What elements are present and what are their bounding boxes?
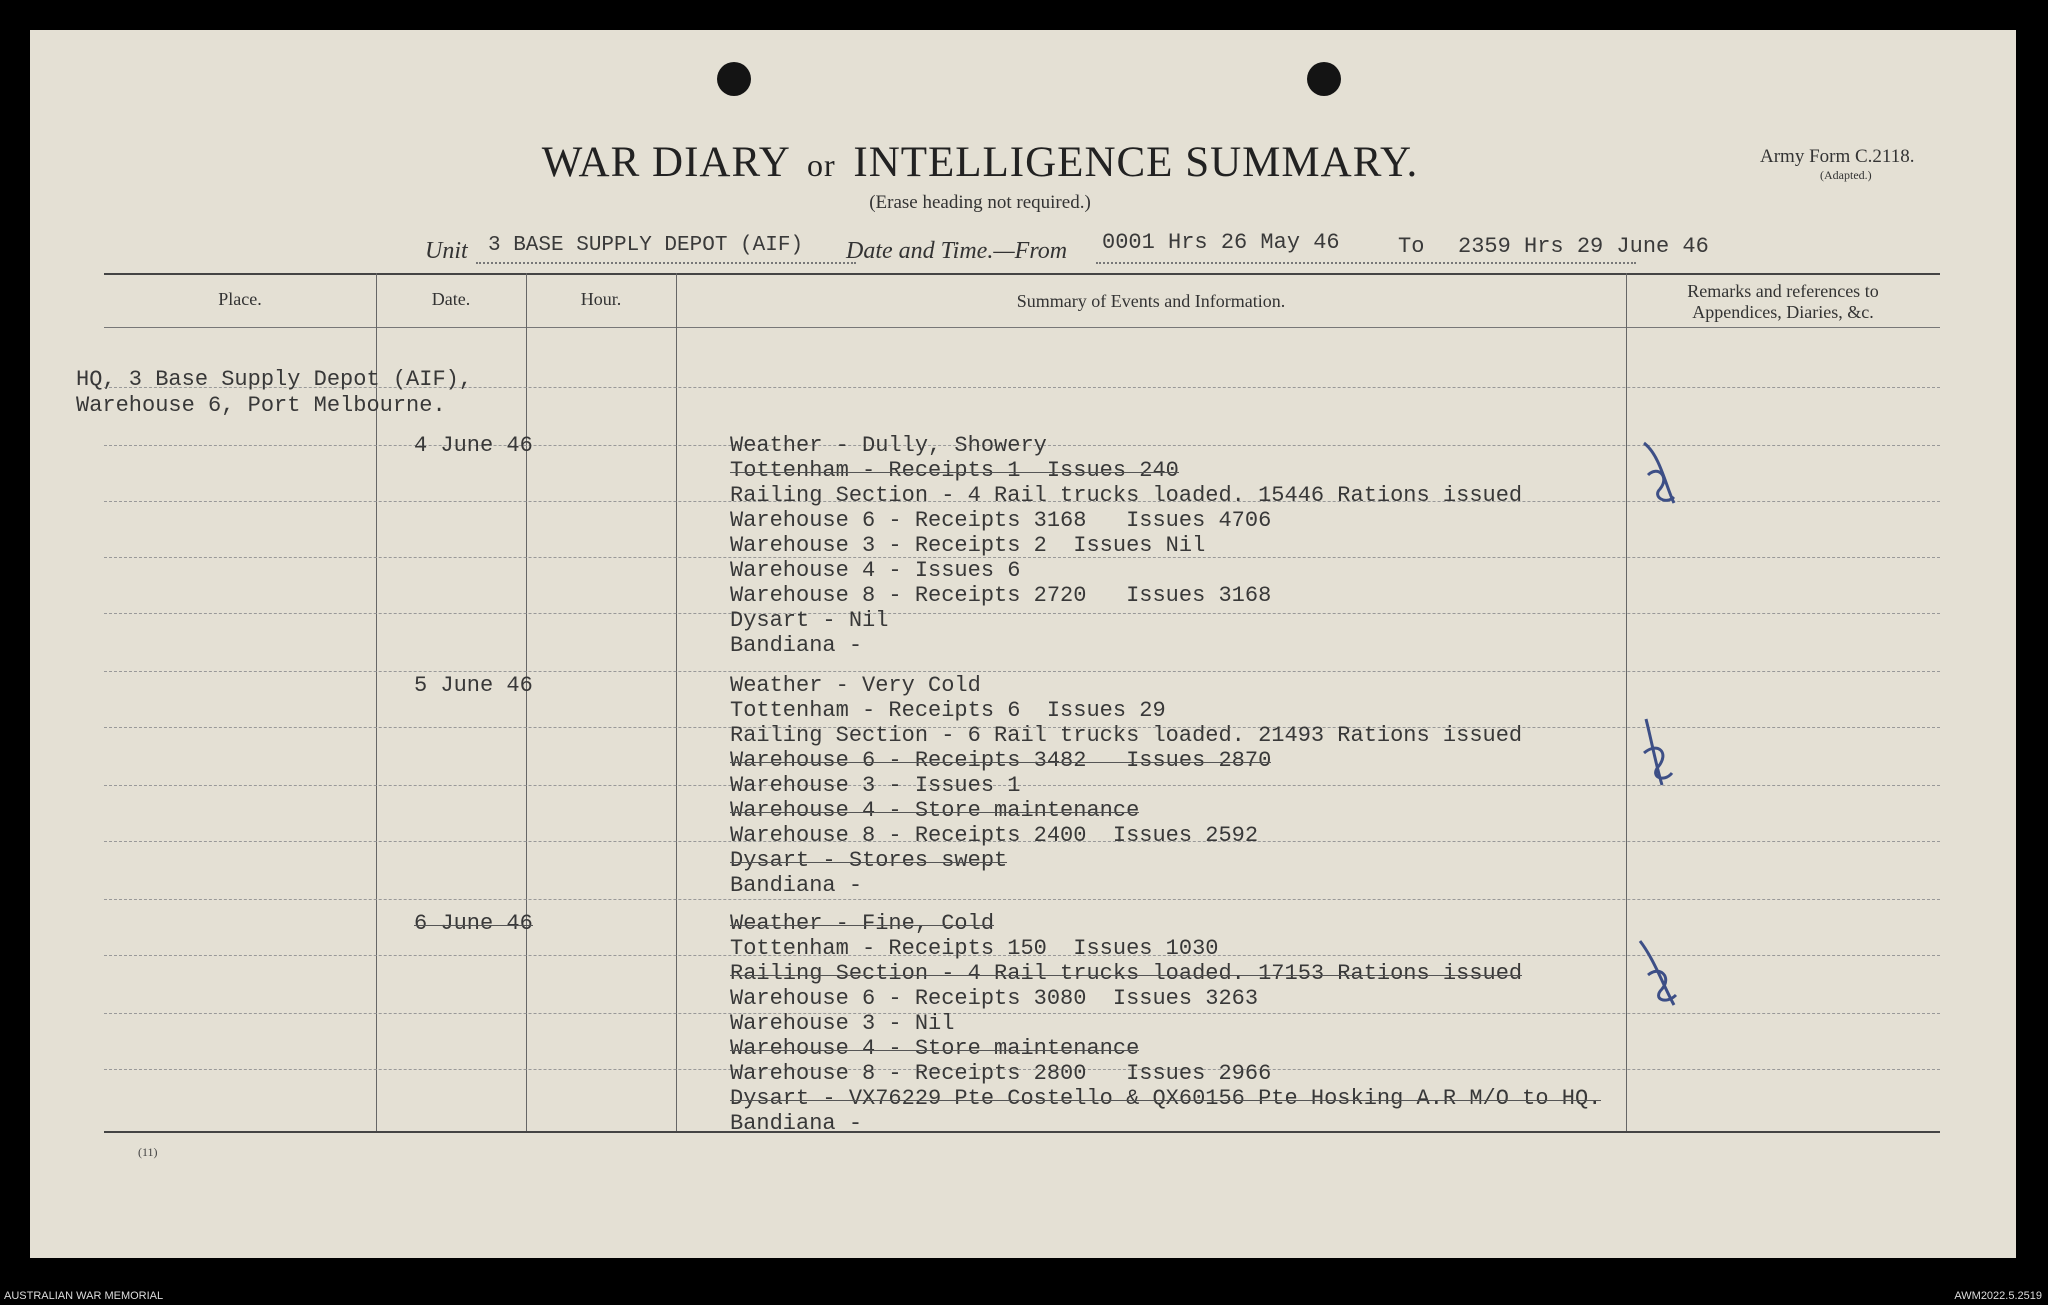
summary-line: Warehouse 6 - Receipts 3168 Issues 4706 [730, 508, 1272, 533]
form-title [30, 138, 1930, 187]
diary-table [76, 273, 1940, 1136]
unit-label: Unit [425, 238, 468, 264]
handwritten-initial-mark [1630, 935, 1690, 1015]
summary-line: Warehouse 4 - Store maintenance [730, 798, 1140, 823]
unit-dotline [476, 262, 856, 264]
place-line-1: HQ, 3 Base Supply Depot (AIF), [76, 367, 473, 392]
unit-value: 3 BASE SUPPLY DEPOT (AIF) [488, 234, 804, 257]
summary-line: Weather - Very Cold [730, 673, 981, 698]
summary-line: Railing Section - 6 Rail trucks loaded. 21493 Rations issued [730, 723, 1523, 748]
summary-line: Dysart - Nil [730, 608, 889, 633]
form-subtitle: (Erase heading not required.) [869, 192, 1091, 213]
summary-line: Railing Section - 4 Rail trucks loaded. 17153 Rations issued [730, 961, 1523, 986]
archive-credit: AUSTRALIAN WAR MEMORIAL [4, 1290, 164, 1302]
summary-line: Tottenham - Receipts 6 Issues 29 [730, 698, 1166, 723]
date-dotline [1096, 262, 1636, 264]
to-value: 2359 Hrs 29 June 46 [1458, 234, 1709, 259]
date-time-label: Date and Time.—From [846, 238, 1068, 264]
to-label: To [1398, 234, 1425, 259]
handwritten-initial-mark [1630, 713, 1690, 793]
summary-line: Warehouse 3 - Nil [730, 1011, 955, 1036]
summary-line: Warehouse 8 - Receipts 2400 Issues 2592 [730, 823, 1259, 848]
army-form-number: Army Form C.2118. [1760, 146, 1915, 167]
archive-reference: AWM2022.5.2519 [1954, 1290, 2042, 1302]
from-value: 0001 Hrs 26 May 46 [1102, 230, 1340, 255]
place-line-2: Warehouse 6, Port Melbourne. [76, 393, 446, 418]
summary-line: Warehouse 6 - Receipts 3482 Issues 2870 [730, 748, 1272, 773]
col-header-place: Place. [218, 289, 262, 309]
col-header-date: Date. [431, 289, 471, 309]
summary-line: Tottenham - Receipts 1 Issues 240 [730, 458, 1179, 483]
entry-date: 4 June 46 [414, 433, 533, 458]
summary-line: Railing Section - 4 Rail trucks loaded. 15446 Rations issued [730, 483, 1523, 508]
remarks-header-line1: Remarks and references to [1687, 281, 1879, 301]
title-intelligence-summary: INTELLIGENCE SUMMARY. [853, 139, 1419, 186]
summary-line: Warehouse 3 - Issues 1 [730, 773, 1021, 798]
summary-line: Bandiana - [730, 1111, 863, 1136]
summary-line: Weather - Dully, Showery [730, 433, 1047, 458]
summary-line: Bandiana - [730, 873, 863, 898]
title-war-diary: WAR DIARY [541, 139, 790, 186]
summary-line: Warehouse 8 - Receipts 2800 Issues 2966 [730, 1061, 1272, 1086]
summary-line: Warehouse 8 - Receipts 2720 Issues 3168 [730, 583, 1272, 608]
punch-hole [1307, 62, 1341, 96]
summary-line: Warehouse 3 - Receipts 2 Issues Nil [730, 533, 1206, 558]
war-diary-sheet [30, 30, 2016, 1258]
summary-line: Tottenham - Receipts 150 Issues 1030 [730, 936, 1219, 961]
punch-hole [717, 62, 751, 96]
summary-line: Bandiana - [730, 633, 863, 658]
entry-date: 5 June 46 [414, 673, 533, 698]
col-header-summary: Summary of Events and Information. [1016, 291, 1286, 311]
summary-line: Dysart - Stores swept [730, 848, 1008, 873]
handwritten-initial-mark [1630, 435, 1690, 515]
remarks-header-line2: Appendices, Diaries, &c. [1692, 302, 1874, 322]
summary-line: Warehouse 4 - Issues 6 [730, 558, 1021, 583]
form-number: (11) [138, 1145, 158, 1159]
summary-line: Warehouse 6 - Receipts 3080 Issues 3263 [730, 986, 1259, 1011]
col-header-hour: Hour. [580, 289, 622, 309]
summary-line: Weather - Fine, Cold [730, 911, 995, 936]
summary-line: Dysart - VX76229 Pte Costello & QX60156 Pte Hosking A.R M/O to HQ. [730, 1086, 1602, 1111]
entry-date: 6 June 46 [414, 911, 533, 936]
title-or: or [806, 147, 836, 183]
adapted-note: (Adapted.) [1820, 168, 1872, 182]
summary-line: Warehouse 4 - Store maintenance [730, 1036, 1140, 1061]
col-header-remarks [1626, 281, 1940, 323]
